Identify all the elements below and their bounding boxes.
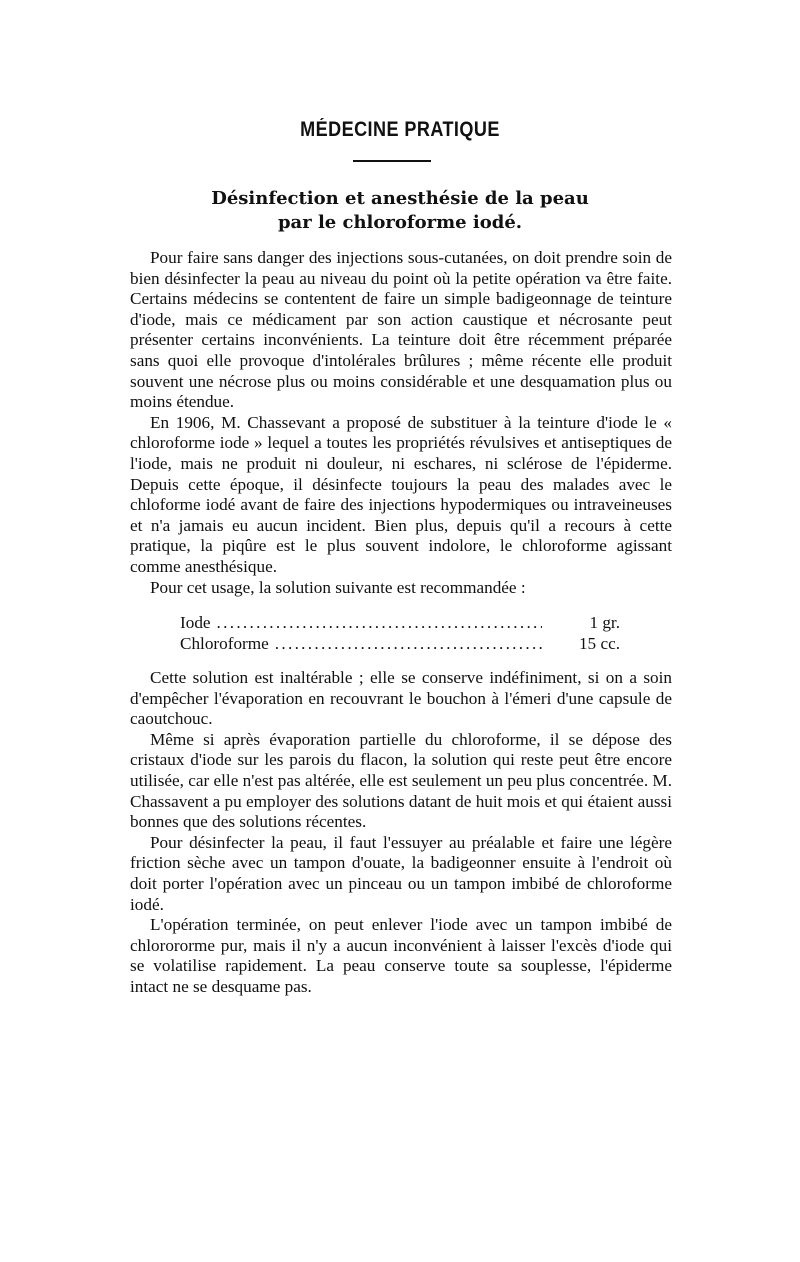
recipe-ingredient: Iode: [180, 613, 211, 633]
recipe-quantity: 1 gr.: [589, 613, 620, 633]
dot-leader: [217, 612, 542, 633]
recipe-row: [180, 612, 620, 633]
recipe-ingredient: Chloroforme: [180, 634, 269, 654]
recipe-row: [180, 633, 620, 654]
paragraph: En 1906, M. Chassevant a proposé de substituer à la teinture d'iode le « chloroforme iode » lequel a toutes les propriétés révulsives et antiseptiques de l'iode, mais ne produit ni douleur, ni eschares, ni sclérose de l'épiderme. Depuis cette époque, il désinfecte toujours la peau des malades avec le chloforme iodé avant de faire des injections hypodermiques ou intraveineuses et n'a jamais eu aucun incident. Bien plus, depuis qu'il a recours à cette pratique, la piqûre est le plus souvent indolore, le chloroforme agissant comme anesthésique.: [130, 412, 672, 576]
dot-leader: [275, 633, 542, 654]
paragraph: Pour faire sans danger des injections sous-cutanées, on doit prendre soin de bien désinfecter la peau au niveau du point où la petite opération va être faite. Certains médecins se contentent de faire un simple badigeonnage de teinture d'iode, mais ce médicament par son action caustique et nécrosante peut présenter certains inconvénients. La teinture doit être récemment préparée sans quoi elle provoque d'intolérales brûlures ; même récente elle produit souvent une nécrose plus ou moins considérable et une desquamation plus ou moins étendue.: [130, 248, 672, 412]
paragraph: Pour désinfecter la peau, il faut l'essuyer au préalable et faire une légère friction sèche avec un tampon d'ouate, la badigeonner ensuite à l'endroit où doit porter l'opération avec un pinceau ou un tampon imbibé de chloroforme iodé.: [130, 832, 672, 914]
paragraph: Même si après évaporation partielle du chloroforme, il se dépose des cristaux d'iode sur les parois du flacon, la solution qui reste peut être encore utilisée, car elle n'est pas altérée, elle est seulement un peu plus concentrée. M. Chassavent a pu employer des solutions datant de huit mois et qui étaient aussi bonnes que des solutions récentes.: [130, 729, 672, 832]
recipe-quantity: 15 cc.: [578, 634, 620, 654]
paragraph: L'opération terminée, on peut enlever l'iode avec un tampon imbibé de chlorororme pur, mais il n'y a aucun inconvénient à laisser l'excès d'iode qui se volatilise rapidement. La peau conserve toute sa souplesse, l'épiderme intact ne se desquame pas.: [130, 915, 672, 996]
paragraph: Cette solution est inaltérable ; elle se conserve indéfiniment, si on a soin d'empêcher l'évaporation en recouvrant le bouchon à l'émeri d'une capsule de caoutchouc.: [130, 668, 672, 729]
article-title-line-1: Désinfection et anesthésie de la peau: [211, 188, 589, 209]
article-title: [0, 187, 800, 235]
recipe-list: [180, 612, 620, 654]
article-body: [130, 248, 672, 998]
section-title: MÉDECINE PRATIQUE: [300, 118, 500, 141]
title-rule: [353, 160, 431, 162]
paragraph: Pour cet usage, la solution suivante est recommandée :: [150, 577, 526, 597]
article-title-line-2: par le chloroforme iodé.: [277, 212, 523, 233]
